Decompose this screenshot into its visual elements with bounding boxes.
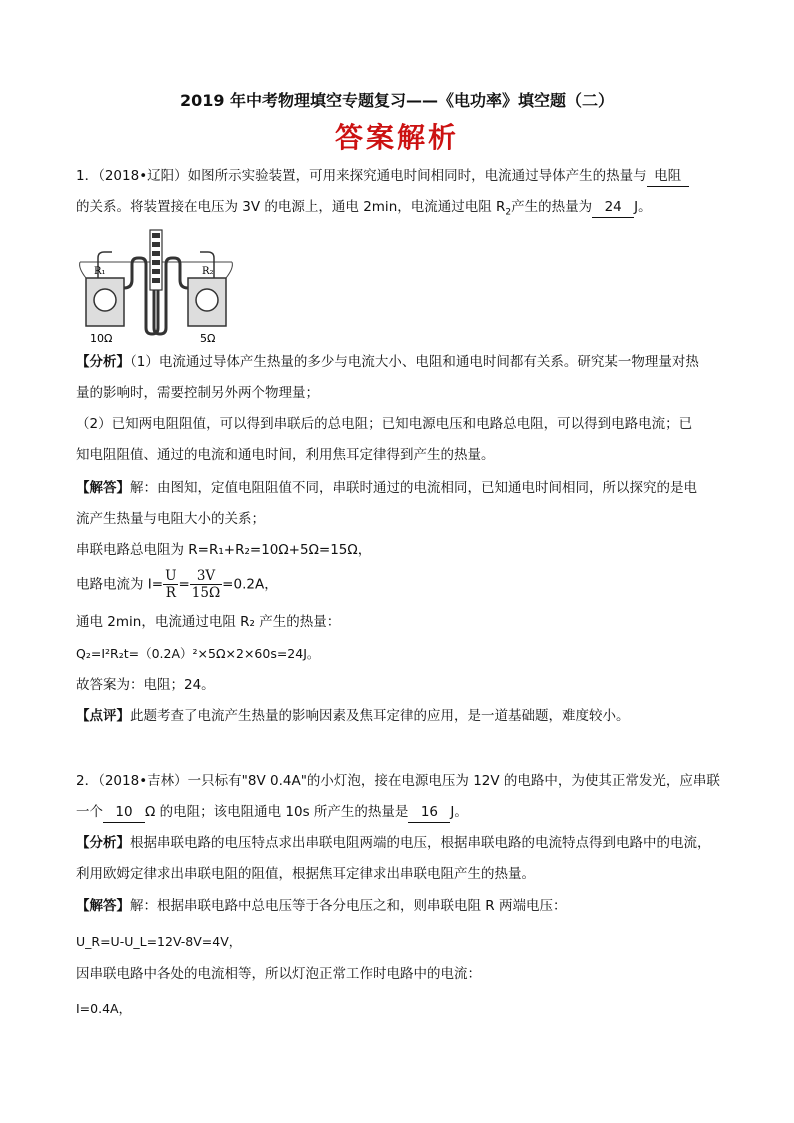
q1-answer-text-1: 解：由图知，定值电阻阻值不同，串联时通过的电流相同，已知通电时间相同，所以探究的是电 [130,480,697,496]
q1-answer-4-pre: 电路电流为 I= [76,576,164,593]
q2-analysis-text-1: 根据串联电路的电压特点求出串联电阻两端的电压，根据串联电路的电流特点得到电路中的电流， [130,835,711,851]
frac-15ohm: 15Ω [191,585,221,601]
frac-r: R [165,585,176,601]
q1-answer-line5: 通电 2min，电流通过电阻 R₂ 产生的热量： [76,614,341,630]
q1-fraction-ur [163,568,178,601]
q1-analysis-tag: 【分析】 [76,354,130,370]
q2-analysis-tag: 【分析】 [76,835,130,851]
q1-stem-text-b3: J。 [634,199,652,215]
q1-analysis-text-1: （1）电流通过导体产生热量的多少与电流大小、电阻和通电时间都有关系。研究某一物理量对热 [130,354,699,370]
q1-comment-line [76,706,630,726]
q2-answer-tag: 【解答】 [76,898,130,914]
q1-answer-tag: 【解答】 [76,480,130,496]
q1-answer-line7: 故答案为：电阻；24。 [76,677,215,693]
fig-label-10ohm: 10Ω [90,332,113,345]
q1-comment-tag: 【点评】 [76,708,130,724]
q2-stem-line2 [76,802,468,823]
page-title: 2019 年中考物理填空专题复习——《电功率》填空题（二） [179,91,615,110]
frac-3v: 3V [190,568,222,585]
q2-stem-line1: 2．（2018•吉林）一只标有"8V 0.4A"的小灯泡，接在电源电压为 12V 的电路中，为使其正常发光，应串联 [76,773,720,789]
q2-blank-2: 16 [408,802,450,823]
q2-blank-1: 10 [103,802,145,823]
q1-answer-line1 [76,478,697,498]
q1-stem-text-b2: 产生的热量为 [511,199,593,215]
q1-answer-line4: 电路电流为 I= $\frac{U}{R}$ = $\frac{3V}{15\Omega}$ =0.2A， [76,568,278,601]
q1-stem-line2 [76,197,652,223]
q1-stem-sub: 2 [505,207,512,218]
q1-blank-2: 24 [592,197,634,218]
q2-answer-line1 [76,896,566,916]
q1-comment-text: 此题考查了电流产生热量的影响因素及焦耳定律的应用，是一道基础题，难度较小。 [130,708,630,724]
q1-analysis-line3: （2）已知两电阻阻值，可以得到串联后的总电阻；已知电源电压和电路总电阻，可以得到电路电流；已 [76,416,693,432]
q1-stem-text-a: 1．（2018•辽阳）如图所示实验装置，可用来探究通电时间相同时，电流通过导体产生的热量与 [76,168,647,184]
q1-analysis-line1 [76,352,699,372]
fig-label-r1: R₁ [94,266,106,277]
fig-label-5ohm: 5Ω [200,332,216,345]
q1-fraction-values [190,568,222,601]
q2-analysis-line2: 利用欧姆定律求出串联电阻的阻值，根据焦耳定律求出串联电阻产生的热量。 [76,866,535,882]
q1-answer-line3: 串联电路总电阻为 R=R₁+R₂=10Ω+5Ω=15Ω， [76,542,372,558]
q1-stem-text-b1: 的关系。将装置接在电压为 3V 的电源上，通电 2min，电流通过电阻 R [76,199,506,215]
fig-label-r2: R₂ [202,266,214,277]
q2-answer-line3: 因串联电路中各处的电流相等，所以灯泡正常工作时电路中的电流： [76,966,481,982]
q2-stem-text-b3: J。 [450,804,468,820]
q1-analysis-line4: 知电阻阻值、通过的电流和通电时间，利用焦耳定律得到产生的热量。 [76,447,495,463]
q2-stem-text-b1: 一个 [76,804,103,820]
q1-answer-line2: 流产生热量与电阻大小的关系； [76,511,265,527]
q1-analysis-line2: 量的影响时，需要控制另外两个物理量； [76,385,319,401]
q1-stem-line1 [76,166,689,187]
q1-answer-line6: Q₂=I²R₂t=（0.2A）²×5Ω×2×60s=24J。 [76,646,320,661]
q2-answer-line2: U_R=U-U_L=12V-8V=4V， [76,934,242,949]
page-subtitle: 答案解析 [334,121,459,154]
q1-blank-1: 电阻 [647,166,689,187]
q1-experiment-figure [76,228,236,346]
q1-answer-4-post: =0.2A， [222,576,278,593]
frac-u: U [165,568,177,584]
joule-heat-apparatus [76,228,236,346]
q2-analysis-line1 [76,833,711,853]
q2-stem-text-b2: Ω 的电阻；该电阻通电 10s 所产生的热量是 [145,804,409,820]
q2-answer-text-1: 解：根据串联电路中总电压等于各分电压之和，则串联电阻 R 两端电压： [130,898,567,914]
q2-answer-line4: I=0.4A， [76,1001,132,1016]
